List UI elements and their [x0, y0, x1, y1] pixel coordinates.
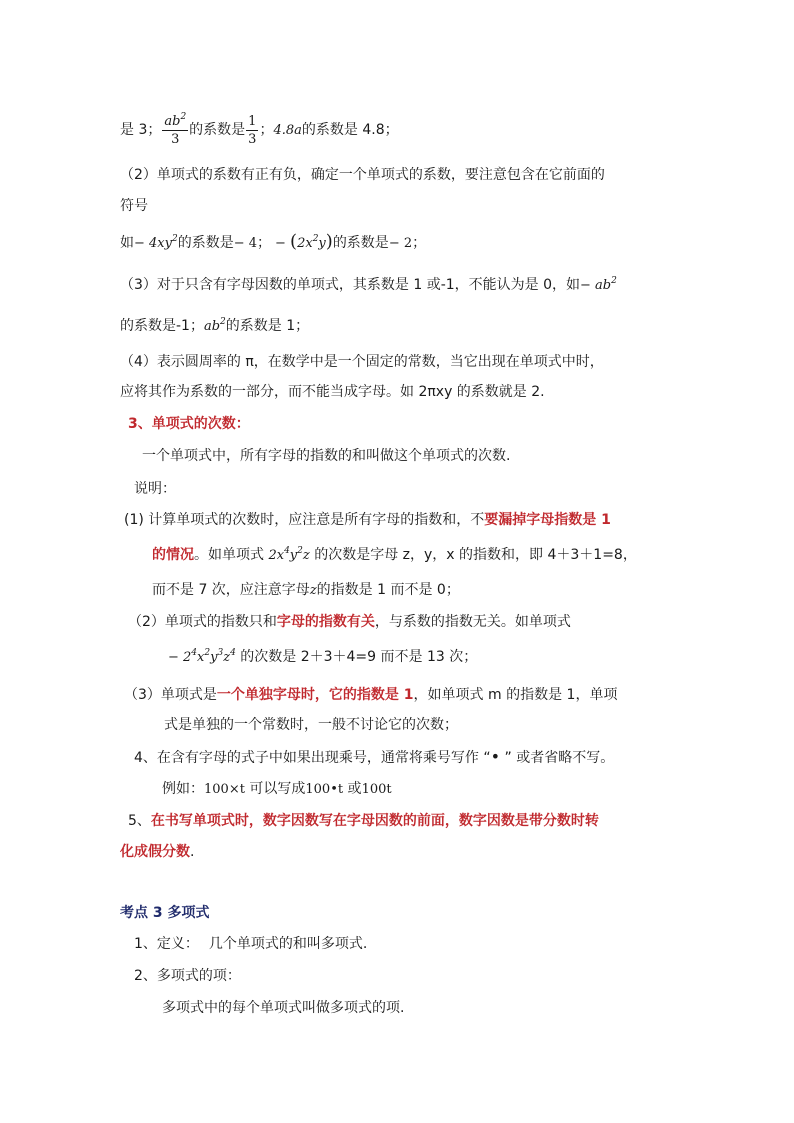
- multiplication-dot: •: [490, 747, 501, 766]
- para-4-line-2: 应将其作为系数的一部分，而不能当成字母。如 2πxy 的系数就是 2.: [120, 384, 545, 400]
- note-1-line-2: 的情况。如单项式 $2x^4y^2z$ 的次数是字母 z，y，x 的指数和，即 4＋3＋1=8，: [152, 546, 637, 563]
- fraction-one-third: $\frac{1}{3}$: [248, 113, 257, 147]
- note-3-line-1: （3）单项式是一个单独字母时，它的指数是 1，如单项式 m 的指数是 1，单项: [124, 687, 618, 703]
- para-3-line-1: （3）对于只含有字母因数的单项式，其系数是 1 或-1，不能认为是 0，如− $ab^2$: [120, 276, 617, 293]
- note-4-line-1: 4、在含有字母的式子中如果出现乘号，通常将乘号写作 “• ” 或者省略不写。: [134, 747, 615, 766]
- para-2-line-1: （2）单项式的系数有正有负，确定一个单项式的系数，要注意包含在它前面的: [120, 167, 605, 183]
- math-4-8a: 4.8a: [273, 123, 302, 138]
- math-neg-2x2y: − $(2x^2y)$: [275, 231, 333, 252]
- math-ab2: $ab^2$: [203, 317, 226, 334]
- note-2-line-2: − $2^4x^2y^3z^4$ 的次数是 2＋3＋4=9 而不是 13 次；: [168, 648, 478, 665]
- section-3-definition: 一个单项式中，所有字母的指数的和叫做这个单项式的次数.: [142, 448, 511, 464]
- note-5-line-1: 5、在书写单项式时，数字因数写在字母因数的前面，数字因数是带分数时转: [128, 813, 599, 829]
- note-1-line-1: (1) 计算单项式的次数时，应注意是所有字母的指数和，不要漏掉字母指数是 1: [124, 512, 611, 528]
- kaodian-3-heading: 考点 3 多项式: [120, 905, 210, 921]
- polynomial-definition: 1、定义： 几个单项式的和叫多项式.: [134, 936, 368, 952]
- note-2-line-1: （2）单项式的指数只和字母的指数有关，与系数的指数无关。如单项式: [128, 614, 571, 630]
- math-neg-ab2: − $ab^2$: [580, 276, 617, 293]
- note-4-line-2: 例如：100×t 可以写成100•t 或100t: [162, 781, 392, 797]
- polynomial-term-definition: 多项式中的每个单项式叫做多项式的项.: [162, 1000, 405, 1016]
- math-2x4y2z: $2x^4y^2z$: [268, 546, 310, 563]
- coefficient-examples-line: 是 3； $\frac{ab^2}{3}$ 的系数是 $\frac{1}{3}$ ；4.8a的系数是 4.8；: [120, 111, 399, 147]
- note-3-line-2: 式是单独的一个常数时，一般不讨论它的次数；: [164, 717, 458, 733]
- explanation-label: 说明：: [134, 481, 176, 497]
- math-neg-2-4x2y3z4: − $2^4x^2y^3z^4$: [168, 648, 236, 665]
- para-2-line-3: 如− $4xy^2$的系数是− 4； − $(2x^2y)$的系数是− 2；: [120, 231, 427, 252]
- math-neg-4xy2: − $4xy^2$: [134, 234, 178, 251]
- para-2-line-2: 符号: [120, 198, 148, 214]
- section-3-heading: 3、单项式的次数：: [128, 416, 250, 432]
- para-4-line-1: （4）表示圆周率的 π，在数学中是一个固定的常数，当它出现在单项式中时，: [120, 354, 604, 370]
- para-3-line-2: 的系数是-1；$ab^2$的系数是 1；: [120, 317, 310, 334]
- note-1-line-3: 而不是 7 次，应注意字母z的指数是 1 而不是 0；: [152, 582, 460, 598]
- fraction-ab2-over-3: $\frac{ab^2}{3}$: [164, 111, 187, 147]
- note-5-line-2: 化成假分数.: [120, 844, 195, 860]
- polynomial-term-heading: 2、多项式的项：: [134, 968, 241, 984]
